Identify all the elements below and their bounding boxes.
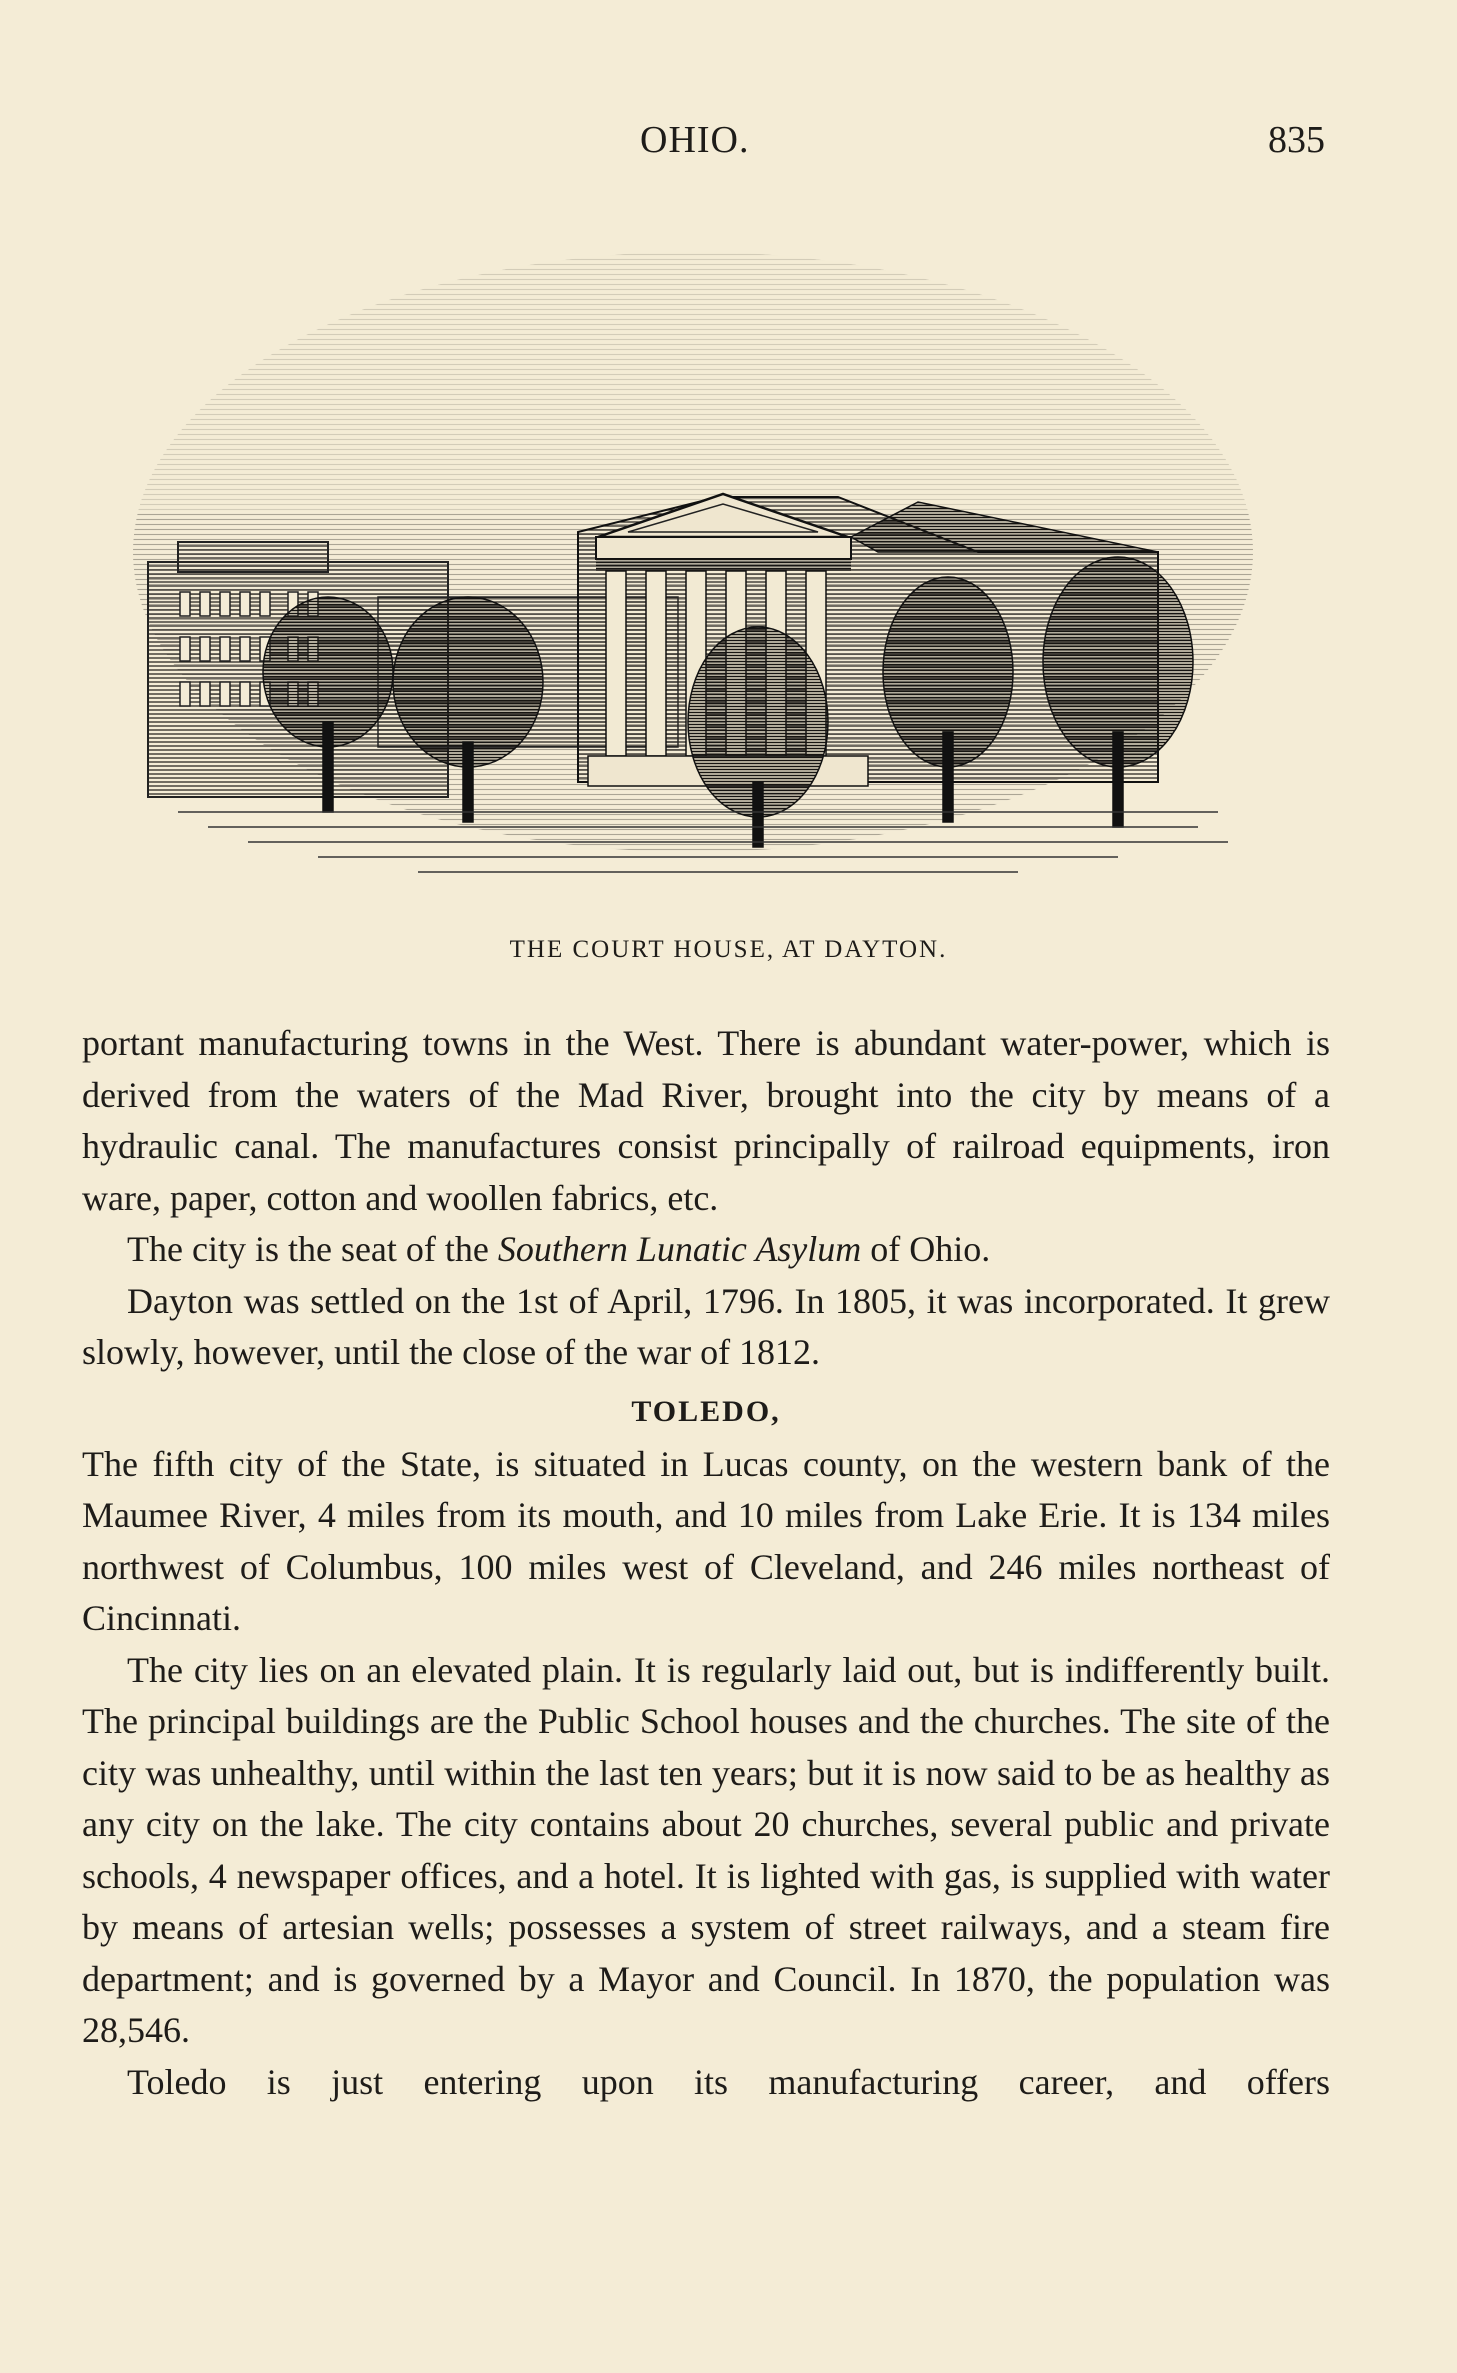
court-house-engraving (118, 252, 1268, 902)
page-number: 835 (1268, 119, 1325, 161)
paragraph-3: Dayton was settled on the 1st of April, 1796. In 1805, it was incorporated. It grew slowly, however, until the close of the war of 1812. (82, 1280, 1330, 1372)
section-heading-toledo: TOLEDO, (631, 1394, 781, 1428)
page-header (0, 118, 1457, 168)
body-text (82, 1018, 1330, 2108)
illustration-caption: THE COURT HOUSE, AT DAYTON. (509, 936, 948, 963)
paragraph-1: portant manufacturing towns in the West. There is abundant water-power, which is derived from the waters of the Mad River, brought into the city by means of a hydraulic canal. The manufactures consist principally of railroad equipments, iron ware, paper, cotton and woollen fabrics, etc. (82, 1023, 1330, 1218)
paragraph-2: The city is the seat of the Southern Lunatic Asylum of Ohio. (127, 1229, 991, 1269)
paragraph-6: Toledo is just entering upon its manufacturing career, and offers (127, 2061, 1330, 2102)
paragraph-4: The fifth city of the State, is situated in Lucas county, on the western bank of the Maumee River, 4 miles from its mouth, and 10 miles from Lake Erie. It is 134 miles northwest of Columbus, 100 miles west of Cleveland, and 246 miles northeast of Cincinnati. (82, 1443, 1330, 1638)
paragraph-5: The city lies on an elevated plain. It is regularly laid out, but is indifferently built. The principal buildings are the Public School houses and the churches. The site of the city was unhealthy, until within the last ten years; but it is now said to be as healthy as any city on the lake. The city contains about 20 churches, several public and private schools, 4 newspaper offices, and a hotel. It is lighted with gas, is supplied with water by means of artesian wells; possesses a system of street railways, and a steam fire department; and is governed by a Mayor and Council. In 1870, the population was 28,546. (82, 1649, 1330, 2050)
running-title: OHIO. (640, 119, 750, 161)
asylum-name: Southern Lunatic Asylum (497, 1229, 862, 1269)
